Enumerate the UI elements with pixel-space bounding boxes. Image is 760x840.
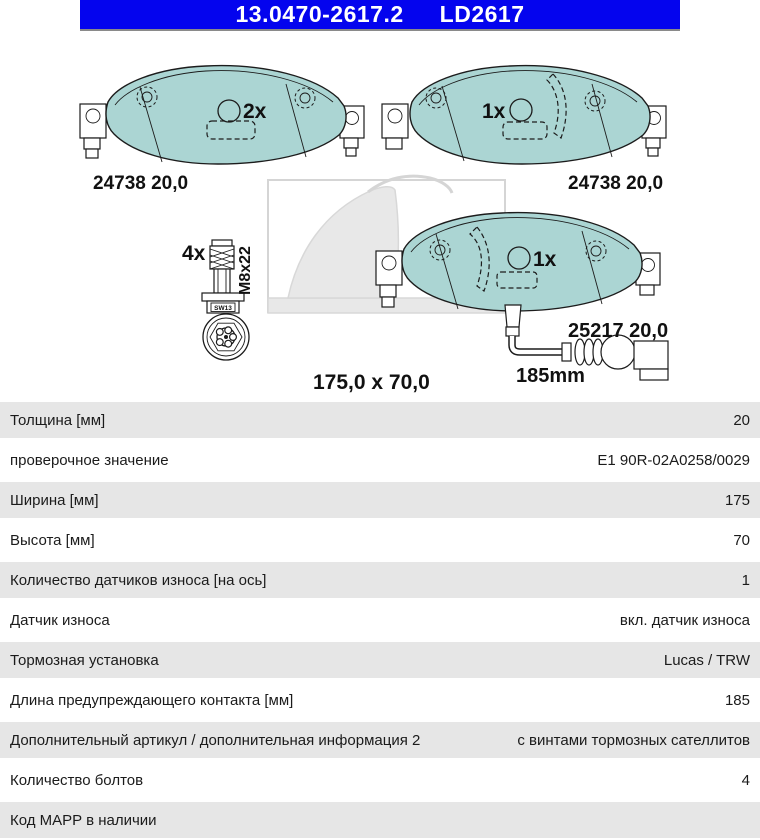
spec-row-additional-info	[0, 720, 760, 760]
brake-pad-top-left-drawing	[80, 66, 364, 164]
spec-label: Длина предупреждающего контакта [мм]	[10, 691, 294, 709]
spec-value: 20	[733, 411, 750, 429]
spec-label: Количество болтов	[10, 771, 144, 789]
spec-value: вкл. датчик износа	[619, 611, 750, 629]
spec-value: с винтами тормозных сателлитов	[517, 731, 750, 749]
spec-row-mapp-code	[0, 800, 760, 840]
spec-label: проверочное значение	[10, 451, 169, 469]
pad-top-right-dim-label: 24738 20,0	[568, 173, 664, 194]
spec-value: 4	[741, 771, 750, 789]
spec-row-wear-sensor	[0, 600, 760, 640]
spec-row-brake-system	[0, 640, 760, 680]
spec-label: Ширина [мм]	[10, 491, 99, 509]
spec-value: Lucas / TRW	[663, 651, 750, 669]
spec-row-height	[0, 520, 760, 560]
technical-drawing	[0, 30, 760, 400]
brake-pad-top-right-drawing	[382, 66, 666, 164]
spec-label: Толщина [мм]	[10, 411, 106, 429]
spec-label: Высота [мм]	[10, 531, 95, 549]
pad-top-right-qty-label: 1x	[482, 100, 506, 123]
spec-value: 175	[724, 491, 750, 509]
pad-top-left-dim-label: 24738 20,0	[93, 173, 189, 194]
spec-row-check-value	[0, 440, 760, 480]
type-code: LD2617	[439, 1, 525, 27]
spec-value: 185	[724, 691, 750, 709]
spec-table	[0, 400, 760, 840]
bolt-head-size-label: SW13	[214, 305, 232, 312]
pad-bottom-dim-label: 25217 20,0	[568, 320, 669, 342]
spec-row-sensor-count	[0, 560, 760, 600]
spec-row-thickness	[0, 400, 760, 440]
overall-size-label: 175,0 x 70,0	[313, 371, 430, 394]
bolt-thread-label: M8x22	[237, 246, 254, 295]
spec-value: 70	[733, 531, 750, 549]
pad-bottom-qty-label: 1x	[533, 248, 557, 271]
spec-label: Тормозная установка	[10, 651, 159, 669]
spec-value: E1 90R-02A0258/0029	[597, 451, 750, 469]
part-number: 13.0470-2617.2	[235, 1, 404, 27]
part-number-header	[80, 0, 680, 31]
spec-row-contact-length	[0, 680, 760, 720]
sensor-wire-length-label: 185mm	[516, 365, 585, 387]
spec-label: Дополнительный артикул / дополнительная информация 2	[10, 731, 421, 749]
spec-row-bolt-count	[0, 760, 760, 800]
spec-label: Код MAPP в наличии	[10, 811, 157, 829]
spec-value: 1	[741, 571, 750, 589]
spec-label: Датчик износа	[10, 611, 110, 629]
bolt-qty-label: 4x	[182, 242, 206, 265]
spec-label: Количество датчиков износа [на ось]	[10, 571, 267, 589]
spec-row-width	[0, 480, 760, 520]
pad-top-left-qty-label: 2x	[243, 100, 267, 123]
